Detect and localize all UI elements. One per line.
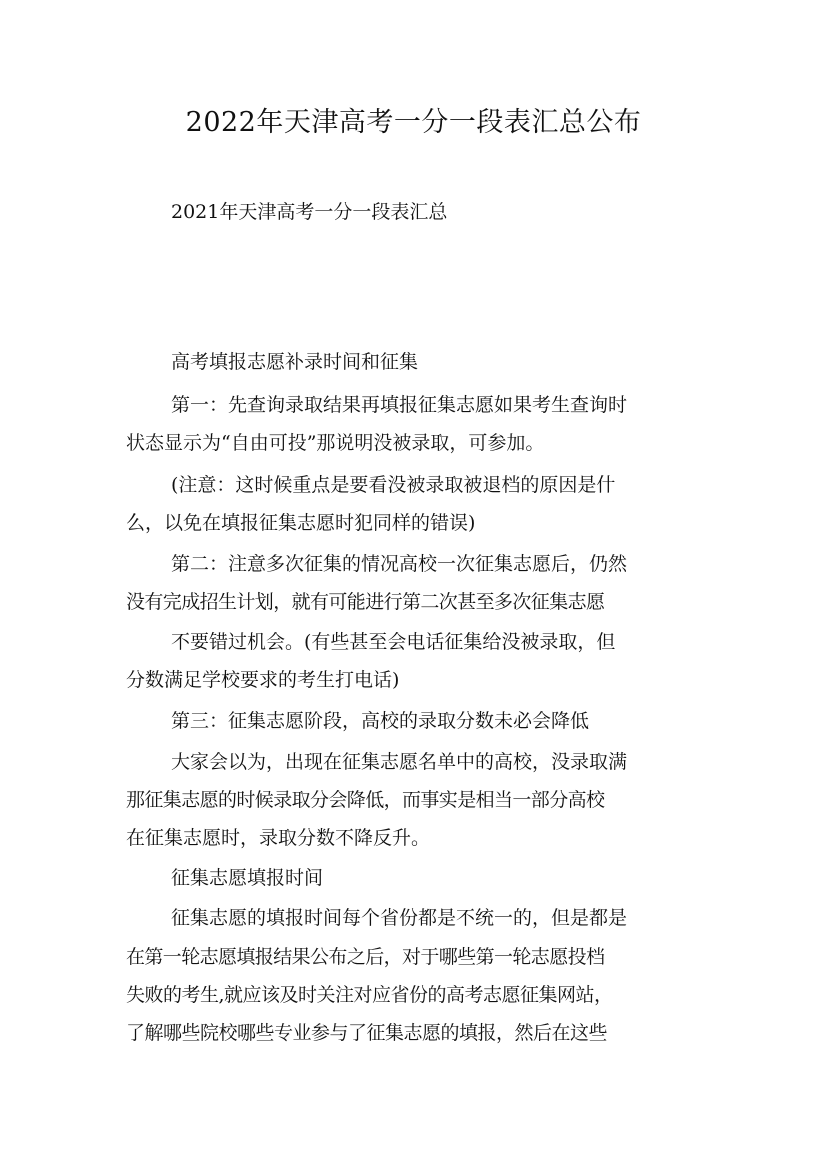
page-title: 2022年天津高考一分一段表汇总公布 xyxy=(185,107,642,138)
paragraph-line: 征集志愿的填报时间每个省份都是不统一的，但是都是 xyxy=(171,907,628,929)
paragraph-line: 了解哪些院校哪些专业参与了征集志愿的填报，然后在这些 xyxy=(126,1022,608,1044)
section-heading-fill-time: 征集志愿填报时间 xyxy=(171,867,324,889)
paragraph-line: 么，以免在填报征集志愿时犯同样的错误) xyxy=(126,512,476,534)
paragraph-line: 不要错过机会。(有些甚至会电话征集给没被录取，但 xyxy=(171,631,616,653)
paragraph-line: 在第一轮志愿填报结果公布之后，对于哪些第一轮志愿投档 xyxy=(126,946,605,968)
paragraph-line: 分数满足学校要求的考生打电话) xyxy=(126,669,400,691)
document-subtitle: 2021年天津高考一分一段表汇总 xyxy=(171,201,448,223)
paragraph-line: 第二：注意多次征集的情况高校一次征集志愿后，仍然 xyxy=(171,553,628,575)
paragraph-line: 失败的考生,就应该及时关注对应省份的高考志愿征集网站， xyxy=(126,984,613,1006)
section-heading-supplementary: 高考填报志愿补录时间和征集 xyxy=(171,351,419,373)
paragraph-line: 第一：先查询录取结果再填报征集志愿如果考生查询时 xyxy=(171,394,628,416)
paragraph-line: 在征集志愿时，录取分数不降反升。 xyxy=(126,827,431,849)
paragraph-line: 那征集志愿的时候录取分会降低，而事实是相当一部分高校 xyxy=(126,789,605,811)
paragraph-line: 第三：征集志愿阶段，高校的录取分数未必会降低 xyxy=(171,710,590,732)
paragraph-line: 大家会以为，出现在征集志愿名单中的高校，没录取满 xyxy=(171,751,628,773)
paragraph-line: (注意：这时候重点是要看没被录取被退档的原因是什 xyxy=(171,474,616,496)
paragraph-line: 没有完成招生计划，就有可能进行第二次甚至多次征集志愿 xyxy=(126,591,605,613)
paragraph-line: 状态显示为“自由可投”那说明没被录取，可参加。 xyxy=(126,432,545,454)
